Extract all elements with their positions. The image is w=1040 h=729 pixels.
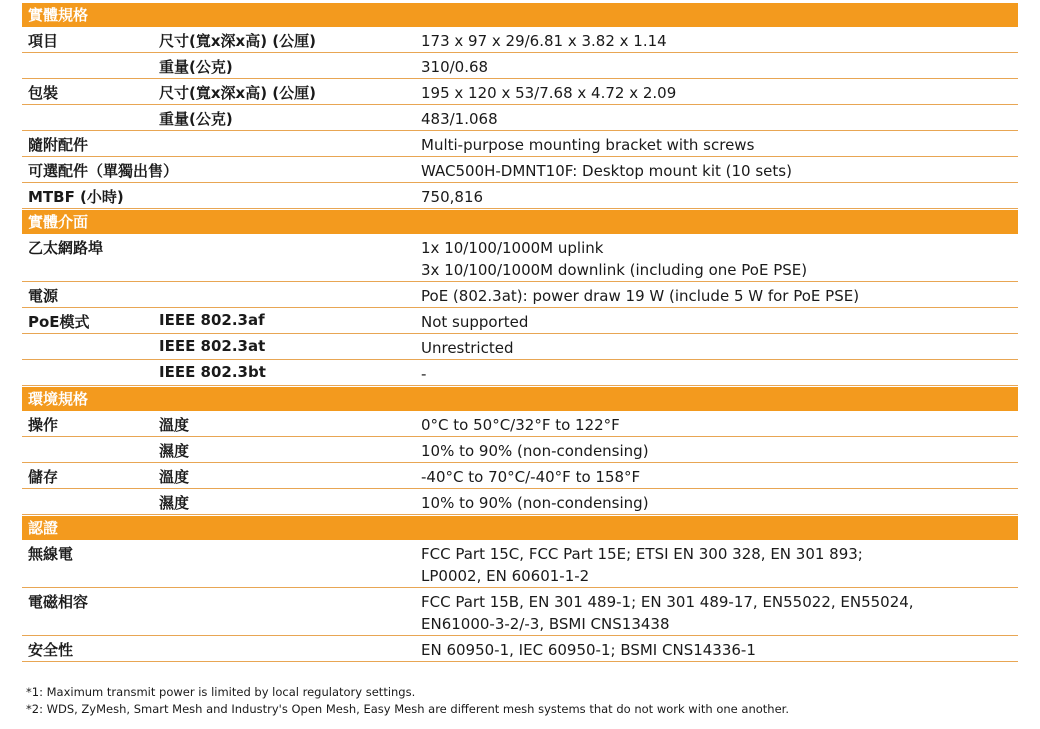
spec-subcategory: 溫度 — [159, 468, 190, 486]
spec-subcategory: IEEE 802.3af — [159, 311, 265, 329]
spec-subcategory: 濕度 — [159, 494, 190, 512]
section-header: 認證 — [22, 516, 1018, 540]
footnotes — [26, 684, 789, 718]
spec-row — [22, 79, 1018, 105]
spec-value-line: FCC Part 15C, FCC Part 15E; ETSI EN 300 328, EN 301 893; — [421, 545, 863, 563]
spec-value — [421, 588, 1018, 635]
spec-subcategory: 濕度 — [159, 442, 190, 460]
spec-value — [421, 105, 1018, 130]
spec-subcategory: 溫度 — [159, 416, 190, 434]
spec-value-line: EN 60950-1, IEC 60950-1; BSMI CNS14336-1 — [421, 641, 756, 659]
spec-label: MTBF (小時) — [28, 188, 124, 206]
spec-value-line: 0°C to 50°C/32°F to 122°F — [421, 416, 620, 434]
spec-value — [421, 234, 1018, 281]
spec-category — [22, 53, 153, 78]
spec-row — [22, 360, 1018, 386]
spec-value-line: LP0002, EN 60601-1-2 — [421, 567, 590, 585]
spec-row — [22, 636, 1018, 662]
spec-row — [22, 489, 1018, 515]
spec-value-line: 195 x 120 x 53/7.68 x 4.72 x 2.09 — [421, 84, 677, 102]
spec-value-line: 1x 10/100/1000M uplink — [421, 239, 604, 257]
spec-label: 乙太網路埠 — [28, 239, 104, 257]
spec-label: 電磁相容 — [28, 593, 89, 611]
spec-subcategory: IEEE 802.3at — [159, 337, 266, 355]
spec-value — [421, 636, 1018, 661]
spec-row — [22, 437, 1018, 463]
spec-row — [22, 540, 1018, 588]
spec-label: 隨附配件 — [28, 136, 89, 154]
spec-row — [22, 53, 1018, 79]
spec-value-line: FCC Part 15B, EN 301 489-1; EN 301 489-17, EN55022, EN55024, — [421, 593, 914, 611]
spec-subcategory: 重量(公克) — [159, 58, 233, 76]
spec-value — [421, 157, 1018, 182]
spec-label: 可選配件（單獨出售） — [28, 162, 179, 180]
spec-value — [421, 282, 1018, 307]
footnote-1: *1: Maximum transmit power is limited by local regulatory settings. — [26, 685, 416, 699]
spec-value-line: Unrestricted — [421, 339, 514, 357]
spec-row — [22, 131, 1018, 157]
spec-row — [22, 183, 1018, 209]
spec-category — [22, 334, 153, 359]
spec-row — [22, 27, 1018, 53]
spec-row — [22, 588, 1018, 636]
spec-value-line: -40°C to 70°C/-40°F to 158°F — [421, 468, 641, 486]
spec-value-line: EN61000-3-2/-3, BSMI CNS13438 — [421, 615, 670, 633]
spec-subcategory: 尺寸(寬x深x高) (公厘) — [159, 84, 316, 102]
spec-value-line: 483/1.068 — [421, 110, 498, 128]
spec-category: 項目 — [28, 32, 59, 50]
spec-category: 操作 — [28, 416, 59, 434]
spec-value-line: Not supported — [421, 313, 529, 331]
spec-category: 儲存 — [28, 468, 59, 486]
spec-value-line: 10% to 90% (non-condensing) — [421, 494, 649, 512]
spec-value — [421, 334, 1018, 359]
spec-value — [421, 79, 1018, 104]
spec-category — [22, 437, 153, 462]
spec-row — [22, 105, 1018, 131]
spec-category — [22, 360, 153, 385]
spec-row — [22, 308, 1018, 334]
spec-value — [421, 131, 1018, 156]
spec-value — [421, 53, 1018, 78]
spec-row — [22, 157, 1018, 183]
spec-row — [22, 282, 1018, 308]
spec-category — [22, 105, 153, 130]
spec-subcategory: 尺寸(寬x深x高) (公厘) — [159, 32, 316, 50]
spec-category — [22, 489, 153, 514]
spec-table — [22, 2, 1018, 662]
spec-value-line: 3x 10/100/1000M downlink (including one PoE PSE) — [421, 261, 808, 279]
spec-row — [22, 334, 1018, 360]
spec-value — [421, 489, 1018, 514]
spec-value — [421, 183, 1018, 208]
spec-label: 電源 — [28, 287, 59, 305]
spec-label: 無線電 — [28, 545, 74, 563]
spec-category: PoE模式 — [28, 313, 90, 331]
spec-value — [421, 437, 1018, 462]
spec-value — [421, 411, 1018, 436]
spec-value-line: WAC500H-DMNT10F: Desktop mount kit (10 sets) — [421, 162, 792, 180]
spec-value-line: 310/0.68 — [421, 58, 489, 76]
spec-row — [22, 234, 1018, 282]
spec-value — [421, 27, 1018, 52]
section-header: 實體規格 — [22, 3, 1018, 27]
spec-value-line: - — [421, 365, 427, 383]
spec-value — [421, 308, 1018, 333]
spec-value — [421, 463, 1018, 488]
spec-value — [421, 360, 1018, 385]
spec-label: 安全性 — [28, 641, 74, 659]
section-header: 實體介面 — [22, 210, 1018, 234]
spec-subcategory: 重量(公克) — [159, 110, 233, 128]
section-header: 環境規格 — [22, 387, 1018, 411]
spec-value-line: Multi-purpose mounting bracket with screws — [421, 136, 755, 154]
spec-subcategory: IEEE 802.3bt — [159, 363, 266, 381]
spec-value-line: 173 x 97 x 29/6.81 x 3.82 x 1.14 — [421, 32, 667, 50]
spec-row — [22, 411, 1018, 437]
spec-value-line: 10% to 90% (non-condensing) — [421, 442, 649, 460]
spec-value-line: 750,816 — [421, 188, 484, 206]
spec-row — [22, 463, 1018, 489]
spec-value — [421, 540, 1018, 587]
spec-category: 包裝 — [28, 84, 59, 102]
spec-value-line: PoE (802.3at): power draw 19 W (include 5 W for PoE PSE) — [421, 287, 860, 305]
footnote-2: *2: WDS, ZyMesh, Smart Mesh and Industry's Open Mesh, Easy Mesh are different mesh systems that do not work with one another. — [26, 702, 789, 716]
